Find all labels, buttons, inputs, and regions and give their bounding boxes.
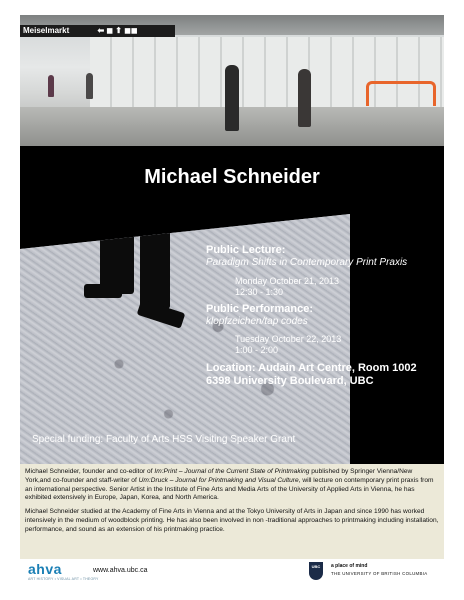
orange-railing [366,81,436,106]
description-paragraph-1 [25,468,439,503]
station-sign-text: Meiselmarkt [23,26,70,35]
ubc-crest-text: UBC [311,564,321,569]
desc-text: published by Springer Vienna/New York,and co-founder and staff-writer of [25,468,413,484]
performance-time: 1:00 - 2:00 [235,345,279,355]
funding-note: Special funding: Faculty of Arts HSS Visiting Speaker Grant [32,434,296,445]
lecture-time: 12:30 - 1:30 [235,287,284,297]
ubc-crest-icon [309,562,323,580]
location-line-2: 6398 University Boulevard, UBC [206,375,374,387]
desc-text: , will lecture on contemporary print praxis from an international perspective. Senior Artist in the Institute of Fine Arts and Media Arts of the University of Applied Arts in Vienna, he has exhibited extensively in Europe, Japan, Korea, and North America. [25,476,434,502]
pedestrian [298,69,311,127]
lecture-subtitle: Paradigm Shifts in Contemporary Print Praxis [206,257,408,268]
journal-title: Im:Print – Journal of the Current State of Printmaking [154,468,310,475]
ubc-tagline: a place of mind [331,563,368,569]
ubc-name: THE UNIVERSITY OF BRITISH COLUMBIA [331,571,428,576]
station-sign [20,25,175,37]
lecture-heading: Public Lecture: [206,244,286,256]
page-title: Michael Schneider [144,166,320,188]
description [20,464,444,559]
shoe [84,284,122,298]
website-link[interactable]: www.ahva.ubc.ca [93,567,148,574]
ahva-logo-subtitle: ART HISTORY • VISUAL ART • THEORY [28,577,99,581]
footer [20,560,444,590]
lecture-date: Monday October 21, 2013 [235,276,340,286]
pedestrian [86,73,93,99]
performance-subtitle: klopfzeichen/tap codes [206,316,308,327]
journal-title: Um:Druck – Journal for Printmaking and Visual Culture [138,476,299,484]
desc-text: Michael Schneider, founder and co-editor of [25,468,155,475]
performance-date: Tuesday October 22, 2013 [235,334,342,344]
subway-photo [20,15,444,146]
description-paragraph-2: Michael Schneider studied at the Academy of Fine Arts in Vienna and at the Tokyo University of Arts in Japan and since 1990 has worked intensively in the medium of woodblock printing. He has also been involved in non -traditional approaches to printmaking including installation, performance, and sound as an extension of his printmaking practice. [25,508,439,533]
performance-heading: Public Performance: [206,303,313,315]
location-line-1: Location: Audain Art Centre, Room 1002 [206,362,417,374]
station-sign-arrows: ⬅ ◼ ⬆ ◼◼ [97,26,138,35]
pedestrian [225,65,239,131]
ahva-logo[interactable]: ahva [28,561,62,577]
pedestrian [48,75,54,97]
